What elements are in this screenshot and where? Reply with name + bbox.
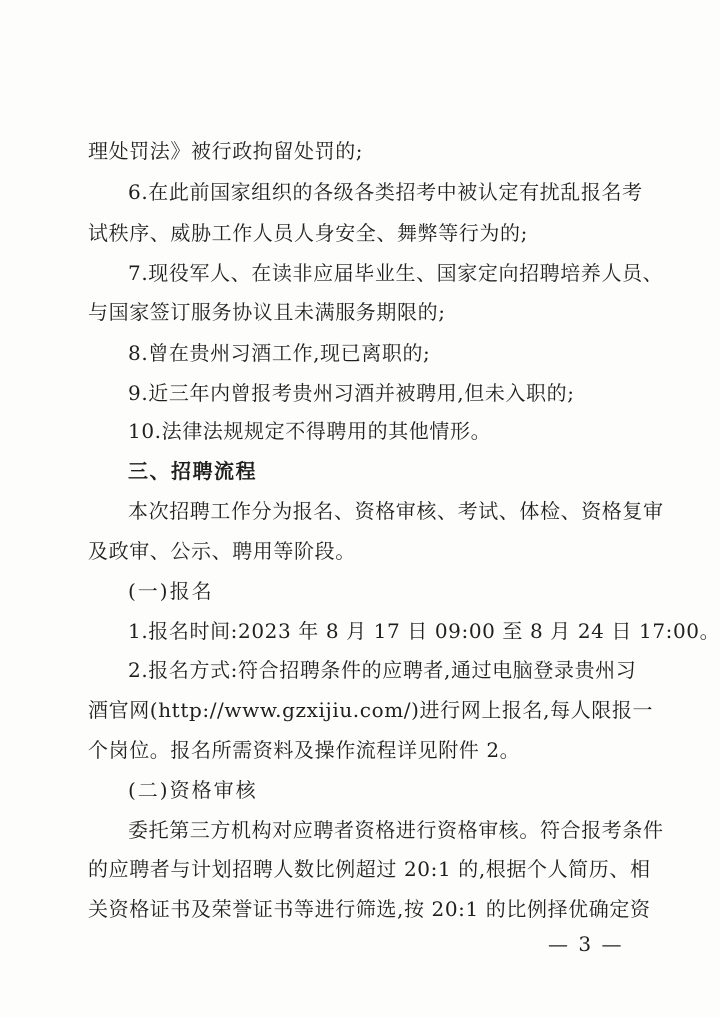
list-item-8: 8.曾在贵州习酒工作,现已离职的; [128,341,431,365]
list-item-7: 7.现役军人、在读非应届毕业生、国家定向招聘培养人员、 [128,261,664,285]
list-item-2: 2.报名方式:符合招聘条件的应聘者,通过电脑登录贵州习 [128,658,637,682]
text-line: 及政审、公示、聘用等阶段。 [88,539,356,563]
paragraph-line: 本次招聘工作分为报名、资格审核、考试、体检、资格复审 [128,499,664,523]
subsection-heading: (一)报名 [128,579,214,603]
text-line: 试秩序、威胁工作人员人身安全、舞弊等行为的; [88,221,528,245]
text-line: 酒官网(http://www.gzxijiu.com/)进行网上报名,每人限报一 [88,698,654,722]
text-line: 的应聘者与计划招聘人数比例超过 20:1 的,根据个人简历、相 [88,857,651,881]
text-line: 理处罚法》被行政拘留处罚的; [88,139,364,163]
list-item-6: 6.在此前国家组织的各级各类招考中被认定有扰乱报名考 [128,180,643,204]
text-line: 个岗位。报名所需资料及操作流程详见附件 2。 [88,738,521,762]
list-item-9: 9.近三年内曾报考贵州习酒并被聘用,但未入职的; [128,381,575,405]
page-number: — 3 — [548,932,624,956]
subsection-heading: (二)资格审核 [128,778,258,802]
list-item-1: 1.报名时间:2023 年 8 月 17 日 09:00 至 8 月 24 日 17:00。 [128,619,720,643]
section-heading: 三、招聘流程 [128,459,257,483]
text-line: 关资格证书及荣誉证书等进行筛选,按 20:1 的比例择优确定资 [88,897,651,921]
text-line: 与国家签订服务协议且未满服务期限的; [88,300,446,324]
list-item-10: 10.法律法规规定不得聘用的其他情形。 [128,419,492,443]
paragraph-line: 委托第三方机构对应聘者资格进行资格审核。符合报考条件 [128,818,664,842]
